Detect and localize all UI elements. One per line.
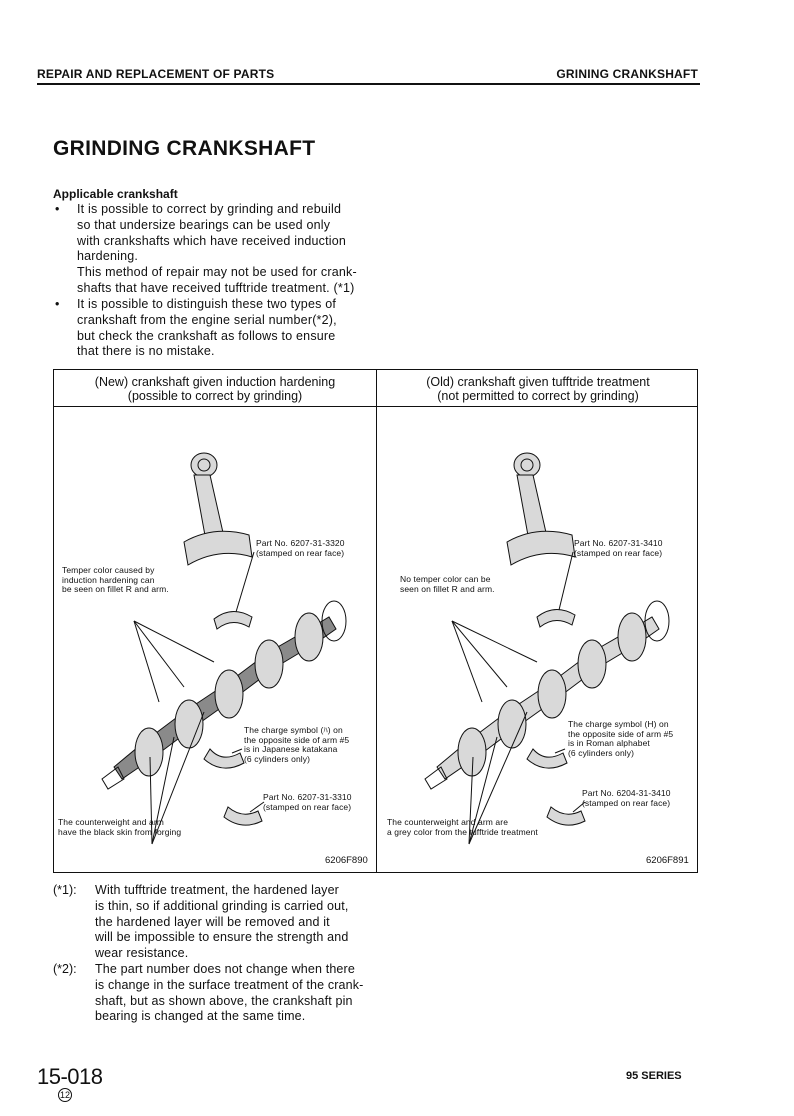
note-line: is thin, so if additional grinding is carried out,	[95, 898, 349, 913]
note-line: With tufftride treatment, the hardened layer	[95, 883, 339, 897]
left-title-line: (New) crankshaft given induction hardening	[94, 375, 336, 389]
revision-badge: 12	[59, 1090, 70, 1100]
label-line: (stamped on rear face)	[256, 547, 345, 558]
note-line: bearing is changed at the same time.	[95, 1009, 306, 1024]
label-line: have the black skin from forging	[58, 826, 182, 837]
leader-lines	[134, 552, 264, 844]
page-title: GRINDING CRANKSHAFT	[53, 137, 316, 160]
left-figure-code: 6206F890	[325, 855, 368, 866]
right-figure-code: 6206F891	[646, 855, 689, 866]
header-right: GRINING CRANKSHAFT	[556, 67, 698, 81]
label-line: is in Japanese katakana	[244, 744, 338, 754]
left-part-top-label	[256, 539, 345, 558]
label-line: the opposite side of arm #5	[568, 728, 674, 739]
right-part-top-label	[574, 539, 663, 558]
left-part-bottom-label	[263, 793, 352, 812]
label-line: Part No. 6207-31-3410	[574, 538, 663, 548]
label-line: Part No. 6207-31-3320	[256, 538, 345, 548]
right-symbol-label	[568, 720, 673, 758]
label-line: (stamped on rear face)	[582, 797, 671, 808]
note-line: The part number does not change when there	[95, 962, 355, 976]
label-line: The charge symbol (H) on	[568, 719, 669, 729]
series-label: 95 SERIES	[626, 1070, 682, 1082]
bullet-2-line: but check the crankshaft as follows to ensure	[77, 328, 336, 343]
bullet-2-line: crankshaft from the engine serial number(*2),	[77, 312, 337, 327]
bullet-1-line: so that undersize bearings can be used only	[77, 217, 331, 232]
left-column-title	[54, 375, 376, 403]
bullet-1-line: hardening.	[77, 249, 139, 264]
note-line: is change in the surface treatment of the crank-	[95, 977, 364, 992]
note-1-text	[95, 883, 382, 962]
note-1-tag: (*1):	[53, 883, 77, 897]
label-line: (stamped on rear face)	[574, 547, 663, 558]
label-line: Part No. 6207-31-3310	[263, 792, 352, 802]
bullet-marker: •	[55, 202, 60, 216]
section-heading: Applicable crankshaft	[53, 187, 178, 201]
label-line: No temper color can be	[400, 574, 491, 584]
label-line: be seen on fillet R and arm.	[62, 584, 169, 594]
header-rule	[37, 83, 700, 85]
right-title-line: (not permitted to correct by grinding)	[437, 389, 639, 403]
label-line: is in Roman alphabet	[568, 738, 650, 748]
label-line: Part No. 6204-31-3410	[582, 788, 671, 798]
note-line: the hardened layer will be removed and it	[95, 914, 330, 929]
left-symbol-label	[244, 726, 349, 764]
connecting-rod-icon	[507, 453, 575, 565]
right-part-bottom-label	[582, 789, 671, 808]
note-2-tag: (*2):	[53, 962, 77, 976]
label-line: seen on fillet R and arm.	[400, 583, 495, 594]
right-counterweight-label	[387, 818, 538, 837]
note-line: wear resistance.	[95, 946, 189, 961]
bearing-shell-icon	[204, 611, 262, 825]
bullet-marker: •	[55, 297, 60, 311]
bullet-2-line: It is possible to distinguish these two types of	[77, 297, 337, 311]
connecting-rod-icon	[184, 453, 252, 565]
label-line: the opposite side of arm #5	[244, 734, 350, 745]
right-column-title	[377, 375, 699, 403]
left-title-line: (possible to correct by grinding)	[127, 389, 303, 403]
right-temper-label	[400, 575, 495, 594]
bullet-1-text	[77, 202, 380, 297]
header-left: REPAIR AND REPLACEMENT OF PARTS	[37, 67, 275, 81]
bullet-2-text	[77, 297, 380, 360]
comparison-table	[53, 369, 698, 873]
bullet-2-line: that there is no mistake.	[77, 344, 215, 359]
label-line: a grey color from the tufftride treatment	[387, 826, 538, 837]
label-line: Temper color caused by	[62, 565, 155, 575]
note-2-text	[95, 962, 382, 1025]
bullet-1-line: This method of repair may not be used for crank-	[77, 265, 357, 280]
left-counterweight-label	[58, 818, 181, 837]
left-temper-label	[62, 566, 169, 595]
bullet-1-line: It is possible to correct by grinding and rebuild	[77, 202, 342, 216]
label-line: The counterweight and arm	[58, 817, 164, 827]
bullet-1-line: with crankshafts which have received induction	[77, 233, 347, 248]
label-line: The counterweight and arm are	[387, 817, 509, 827]
label-line: induction hardening can	[62, 574, 155, 585]
note-line: will be impossible to ensure the strength and	[95, 930, 349, 945]
page-number: 15-018	[37, 1064, 103, 1089]
label-line: (6 cylinders only)	[244, 753, 311, 764]
label-line: (stamped on rear face)	[263, 801, 352, 812]
label-line: (6 cylinders only)	[568, 747, 635, 758]
bullet-1-line: shafts that have received tufftride treatment. (*1)	[77, 280, 355, 295]
note-line: shaft, but as shown above, the crankshaft pin	[95, 993, 353, 1008]
right-title-line: (Old) crankshaft given tufftride treatment	[426, 375, 650, 389]
label-line: The charge symbol (ﾊ) on	[244, 725, 343, 735]
